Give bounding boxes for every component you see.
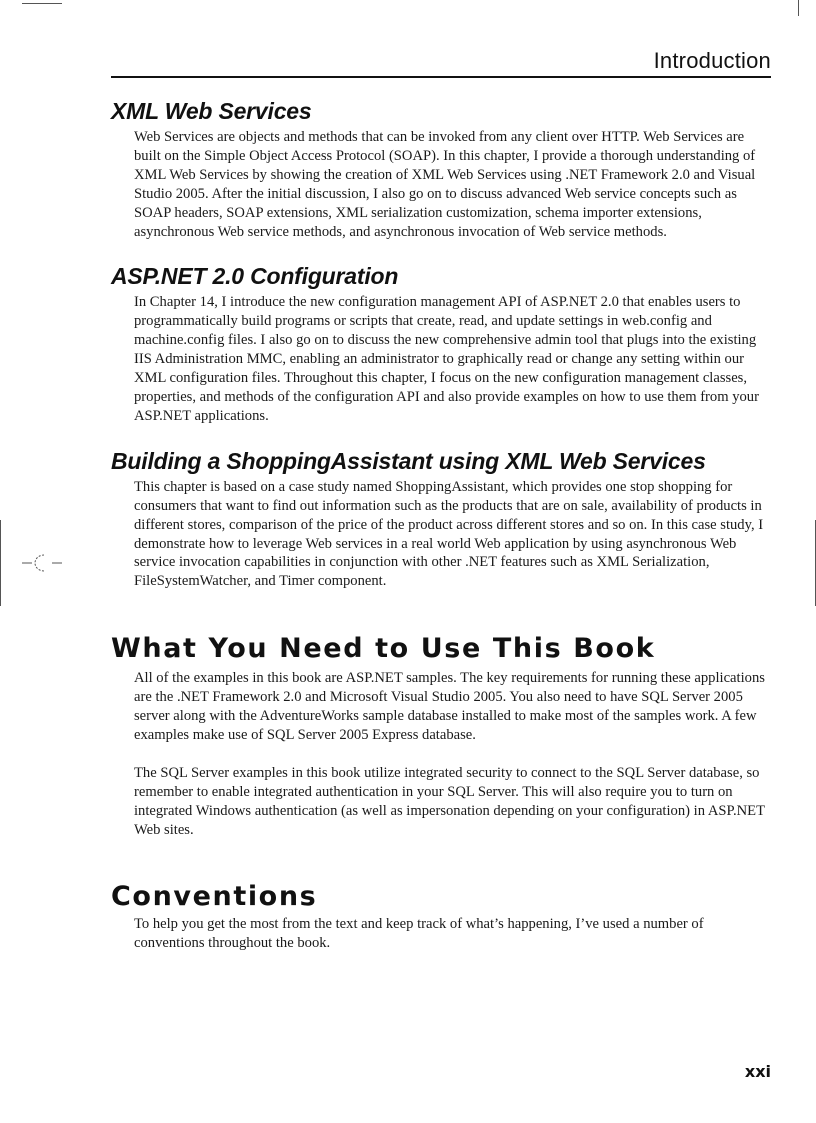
section-shopping-assistant (111, 448, 773, 591)
page-number: xxi (744, 1062, 771, 1081)
body-paragraph: This chapter is based on a case study named ShoppingAssistant, which provides one stop shopping for consumers that want to find out information such as the products that are on sale, availability of products in different stores, comparison of the price of the product across different stores and so on. In this case study, I demonstrate how to leverage Web services in a real world Web application by using asynchronous Web service invocation capabilities in conjunction with other .NET features such as XML Serialization, FileSystemWatcher, and Timer component. (134, 478, 764, 590)
crop-mark-top-right (798, 0, 799, 16)
crop-mark-top (22, 3, 62, 4)
section-heading: Building a ShoppingAssistant using XML Web Services (111, 447, 706, 474)
body-paragraph: To help you get the most from the text and keep track of what’s happening, I’ve used a number of conventions throughout the book. (134, 916, 704, 952)
section-conventions (111, 881, 773, 953)
section-heading: What You Need to Use This Book (111, 633, 656, 665)
body-paragraph: Web Services are objects and methods that can be invoked from any client over HTTP. Web Services are built on the Simple Object Access Protocol (SOAP). In this chapter, I provide a thorough understanding of XML Web Services by showing the creation of XML Web Services using .NET Framework 2.0 and Visual Studio 2005. After the initial discussion, I also go on to discuss advanced Web service concepts such as SOAP headers, SOAP extensions, XML serialization customization, schema importer extensions, asynchronous Web service methods, and asynchronous invocation of Web service methods. (134, 129, 756, 240)
crop-mark-left (0, 520, 1, 606)
body-paragraph: In Chapter 14, I introduce the new configuration management API of ASP.NET 2.0 that enables users to programmatically build programs or scripts that create, read, and update settings in web.config and machine.config files. I also go on to discuss the new comprehensive admin tool that plugs into the existing IIS Administration MMC, enabling an administrator to graphically read or change any setting within our XML configuration files. Throughout this chapter, I focus on the new configuration management classes, properties, and methods of the configuration API and also provide examples on how to use them from your ASP.NET applications. (134, 294, 759, 424)
section-heading: XML Web Services (111, 98, 312, 124)
section-what-you-need (111, 633, 773, 839)
section-heading: ASP.NET 2.0 Configuration (111, 263, 399, 290)
running-head: Introduction (111, 48, 771, 78)
page-content (111, 92, 773, 953)
registration-mark-icon (22, 552, 62, 574)
section-heading: Conventions (111, 881, 318, 913)
section-xml-web-services (111, 98, 773, 241)
section-aspnet-configuration (111, 263, 773, 425)
body-paragraph: All of the examples in this book are ASP.NET samples. The key requirements for running these applications are the .NET Framework 2.0 and Microsoft Visual Studio 2005. You also need to have SQL Server 2005 server along with the AdventureWorks sample database installed to make most of the samples work. A few examples make use of SQL Server 2005 Express database. (134, 670, 765, 743)
body-paragraph: The SQL Server examples in this book utilize integrated security to connect to the SQL Server database, so remember to enable integrated authentication in your SQL Server. This will also require you to turn on integrated Windows authentication (as well as impersonation depending on your configuration) in ASP.NET Web sites. (134, 764, 765, 838)
